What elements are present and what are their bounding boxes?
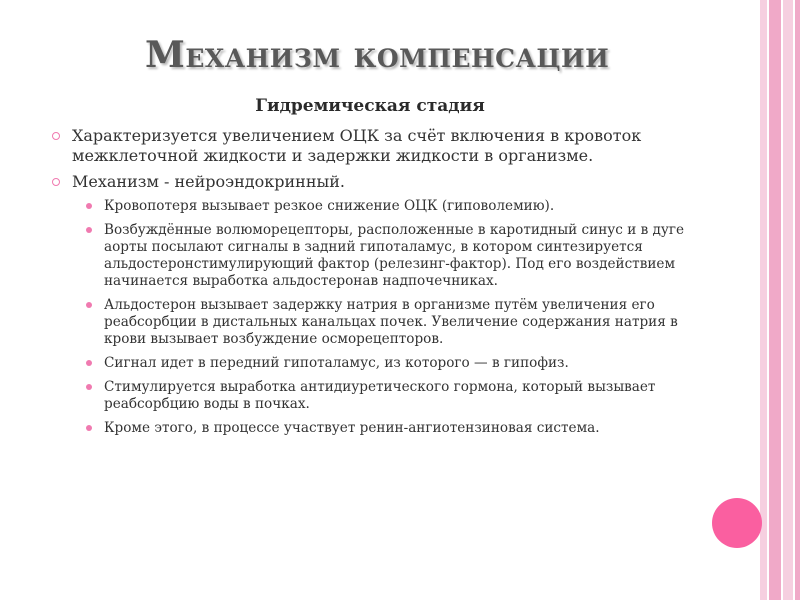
bullet-text: Механизм - нейроэндокринный.: [72, 172, 345, 191]
sub-bullet-text: Возбуждённые волюморецепторы, расположенные в каротидный синус и в дуге аорты посылают сигналы в задний гипоталамус, в котором синтезируется альдостеронстимулирующий фактор (релезинг-фактор). Под его воздействием начинается выработка альдостеронав надпочечниках.: [104, 222, 685, 289]
stripe: [769, 0, 781, 600]
bullet-point: [44, 126, 704, 166]
sub-bullet-point: [44, 420, 704, 437]
sub-bullet-text: Сигнал идет в передний гипоталамус, из которого — в гипофиз.: [104, 355, 569, 371]
sub-bullet-icon: [86, 425, 92, 431]
sub-bullet-list: [44, 198, 704, 437]
bullet-text: Характеризуется увеличением ОЦК за счёт включения в кровоток межклеточной жидкости и задержки жидкости в организме.: [72, 126, 642, 165]
sub-bullet-icon: [86, 360, 92, 366]
bullet-icon: [52, 132, 60, 140]
slide-title: Механизм компенсации: [145, 34, 610, 76]
stripe: [783, 0, 793, 600]
sub-bullet-text: Стимулируется выработка антидиуретического гормона, который вызывает реабсорбцию воды в почках.: [104, 379, 656, 412]
stripe: [795, 0, 800, 600]
sub-bullet-text: Кровопотеря вызывает резкое снижение ОЦК (гиповолемию).: [104, 198, 555, 214]
sub-bullet-icon: [86, 203, 92, 209]
sub-bullet-point: [44, 297, 704, 348]
slide-subtitle: Гидремическая стадия: [255, 96, 485, 116]
decorative-circle: [712, 498, 762, 548]
slide-content: [44, 126, 704, 444]
stripe: [760, 0, 767, 600]
bullet-point: [44, 172, 704, 192]
sub-bullet-icon: [86, 302, 92, 308]
sub-bullet-point: [44, 222, 704, 290]
sub-bullet-point: [44, 355, 704, 372]
sub-bullet-point: [44, 198, 704, 215]
sub-bullet-icon: [86, 227, 92, 233]
bullet-icon: [52, 178, 60, 186]
sub-bullet-text: Кроме этого, в процессе участвует ренин-ангиотензиновая система.: [104, 420, 600, 436]
sub-bullet-text: Альдостерон вызывает задержку натрия в организме путём увеличения его реабсорбции в дистальных канальцах почек. Увеличение содержания натрия в крови вызывает возбуждение осморецепторов.: [104, 297, 678, 347]
sub-bullet-icon: [86, 384, 92, 390]
decorative-stripes: [760, 0, 800, 600]
sub-bullet-point: [44, 379, 704, 413]
